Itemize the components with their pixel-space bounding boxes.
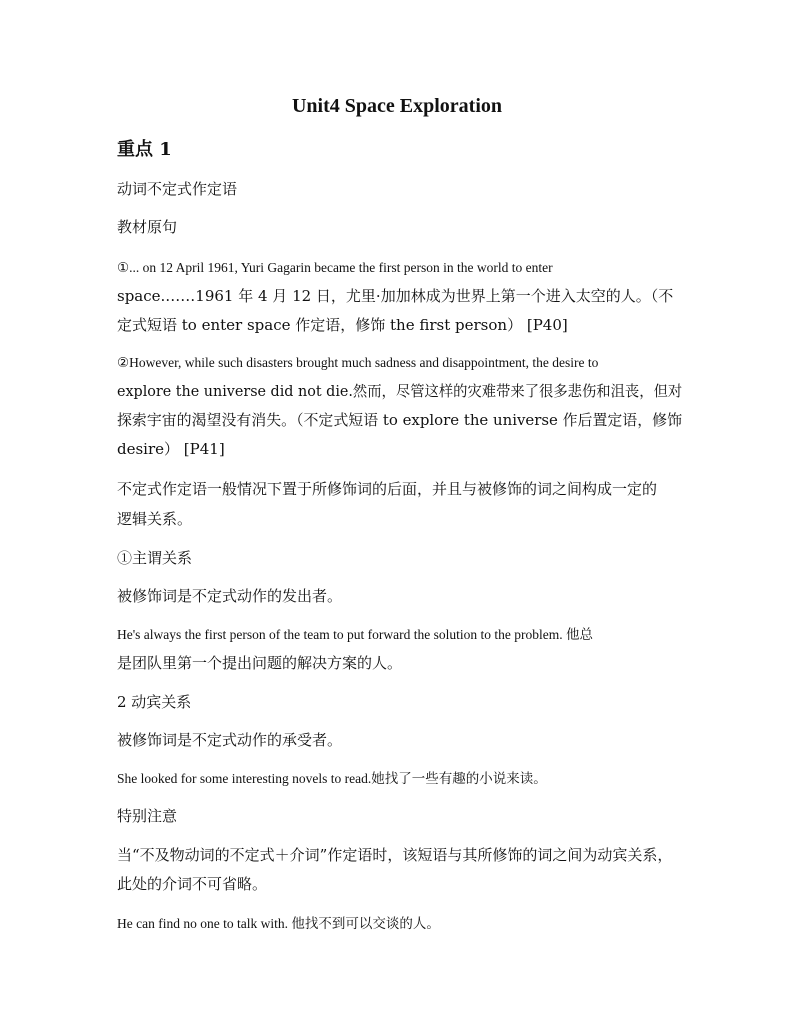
source-label: 教材原句 bbox=[117, 218, 178, 236]
relation2-desc: 被修饰词是不定式动作的承受者。 bbox=[117, 731, 343, 749]
explanation-line1: 不定式作定语一般情况下置于所修饰词的后面，并且与被修饰的词之间构成一定的 bbox=[117, 480, 658, 498]
example2-line4: desire） [P41] bbox=[117, 440, 225, 458]
relation1-example-line1: He's always the first person of the team to put forward the solution to the problem. 他总 bbox=[117, 627, 593, 642]
example2-line2: explore the universe did not die.然而，尽管这样的灾难带来了很多悲伤和沮丧，但对 bbox=[117, 382, 683, 400]
example1-line1: ①... on 12 April 1961, Yuri Gagarin became the first person in the world to enter bbox=[117, 260, 553, 275]
relation2-example: She looked for some interesting novels to read.她找了一些有趣的小说来读。 bbox=[117, 771, 547, 786]
relation1-example-line2: 是团队里第一个提出问题的解决方案的人。 bbox=[117, 654, 403, 672]
explanation-line2: 逻辑关系。 bbox=[117, 510, 193, 528]
note-example: He can find no one to talk with. 他找不到可以交谈的人。 bbox=[117, 916, 440, 931]
note-line2: 此处的介词不可省略。 bbox=[117, 875, 268, 893]
example2-line1: ②However, while such disasters brought much sadness and disappointment, the desire to bbox=[117, 355, 599, 370]
topic-label: 动词不定式作定语 bbox=[117, 180, 238, 198]
relation1-desc: 被修饰词是不定式动作的发出者。 bbox=[117, 587, 343, 605]
relation1-heading: ①主谓关系 bbox=[117, 549, 193, 567]
section-heading: 重点 1 bbox=[117, 139, 172, 160]
example1-line3: 定式短语 to enter space 作定语，修饰 the first person） [P40] bbox=[117, 316, 568, 334]
note-heading: 特别注意 bbox=[117, 807, 178, 825]
example2-line3: 探索宇宙的渴望没有消失。（不定式短语 to explore the universe 作后置定语，修饰 bbox=[117, 411, 682, 429]
relation2-heading: 2 动宾关系 bbox=[117, 693, 192, 711]
example1-line2: space.……1961 年 4 月 12 日，尤里·加加林成为世界上第一个进入太空的人。（不 bbox=[117, 287, 674, 305]
note-line1: 当“不及物动词的不定式＋介词”作定语时，该短语与其所修饰的词之间为动宾关系， bbox=[117, 846, 673, 864]
document-title: Unit4 Space Exploration bbox=[291, 95, 503, 117]
